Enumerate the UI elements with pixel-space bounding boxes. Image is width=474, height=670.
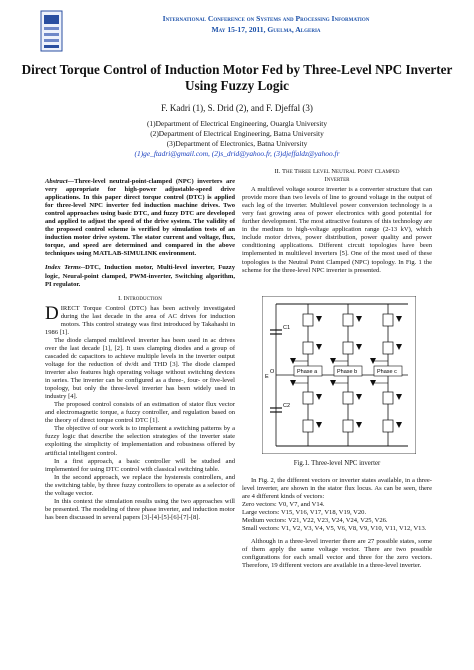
index-terms-label: Index Terms — [45, 264, 81, 272]
vector-list-item: Zero vectors: V0, V7, and V14. — [242, 501, 325, 509]
igbt-switch — [343, 342, 353, 354]
igbt-switch — [383, 392, 393, 404]
igbt-switch — [303, 392, 313, 404]
right-column-lower — [242, 477, 432, 571]
abstract — [45, 178, 235, 258]
index-terms-text: --DTC, Induction motor, Multi-level inverter, Fuzzy logic, Neural-point clamped, PWM-inverter, Switching algorithm, PI regulator. — [45, 264, 235, 288]
states-count-paragraph: Although in a three-level inverter there are 27 possible states, some of them apply the same voltage vector. There are two possible configurations for each small vector and three for the zero vectors. Therefore, 19 different vectors are available in a three-level inverter. — [242, 538, 432, 570]
drop-cap: D — [45, 302, 59, 324]
left-column — [45, 178, 235, 522]
vector-list-item: Medium vectors: V21, V22, V23, V24, V24, V25, V26. — [242, 517, 388, 525]
intro-paragraph-6: In the second approach, we replace the hysteresis controllers, and the switching table, by three fuzzy controllers to operate as a selector of the voltage vector. — [45, 473, 235, 497]
affiliation-2: (2)Department of Electrical Engineering, Batna University — [150, 129, 324, 138]
igbt-switch — [303, 314, 313, 326]
dc-source-label: E — [265, 374, 269, 380]
vector-list-item: Small vectors: V1, V2, V3, V4, V5, V6, V8, V9, V10, V11, V12, V13. — [242, 525, 427, 533]
igbt-switch — [343, 314, 353, 326]
cap-label-c1: C1 — [283, 325, 291, 331]
conference-header — [66, 13, 466, 35]
intro-paragraph-4: The objective of our work is to implement a switching patterns by a fuzzy logic that describe the selection strategies of the inverter state exploiting the simplicity of implementation and robustness offered by artificial intelligent control. — [45, 425, 235, 457]
figure-npc-inverter — [262, 296, 416, 454]
author-emails[interactable]: (1)ge_ftadri@gmail.com, (2)s_drid@yahoo.fr, (3)djeffaldz@yahoo.fr — [134, 149, 340, 158]
intro-paragraph-7: In this context the simulation results using the two approaches will be presented. The modeling of three phase inverter, and induction motor has been discussed in several papers [3]-[4]-[5]-[6]-[7]-[8]. — [45, 497, 235, 521]
vector-list — [242, 501, 432, 533]
conference-name: International Conference on Systems and Processing Information — [162, 14, 370, 23]
intro-paragraph-5: In a first approach, a basic controller will be studied and implemented for using DTC control with classical switching table. — [45, 457, 235, 473]
phase-label: Phase c — [377, 369, 397, 375]
neutral-node-label: O — [270, 369, 275, 375]
section-heading-npc-line2: Inverter — [324, 176, 350, 184]
paper-title: Direct Torque Control of Induction Motor Fed by Three-Level NPC Inverter Using Fuzzy Logic — [21, 62, 453, 93]
authors: F. Kadri (1), S. Drid (2), and F. Djeffal (3) — [161, 103, 313, 113]
section-heading-npc — [242, 168, 432, 184]
intro-paragraph-2: The diode clamped multilevel inverter has been used in ac drives over the last decade [1], [2]. It uses clamping diodes and a group of cascaded dc capacitors to achieve multiple levels in the inverter output voltage for the reduction of dv/dt and THD [3]. The diode clamped inverter also features high operating voltage without switching devices in series. The inverter can be configured as a three-, four- or five-level topology, but only the three-level inverter has been widely used in industry [4]. — [45, 336, 235, 401]
abstract-label: Abstract— — [45, 178, 75, 185]
intro-paragraph-1 — [45, 302, 235, 337]
cap-label-c2: C2 — [283, 403, 291, 409]
igbt-switch — [383, 420, 393, 432]
conference-date-place: May 15-17, 2011, Guelma, Algeria — [211, 25, 321, 34]
intro-paragraph-3: The proposed control consists of an estimation of stator flux vector and electromagnetic torque, a fuzzy controller, and regulation based on the theory of direct torque control DTC [1]. — [45, 401, 235, 425]
affiliation-3: (3)Department of Electronics, Batna University — [166, 139, 308, 148]
affiliations — [60, 119, 414, 159]
index-terms — [45, 264, 235, 288]
vector-list-item: Large vectors: V15, V16, V17, V18, V19, V20. — [242, 509, 367, 517]
section-heading-npc-line1: II. The Three Level Neutral Point Clamped — [274, 168, 400, 175]
intro-paragraph-1-text: IRECT Torque Control (DTC) has been actively investigated during the last decade in the area of AC drives for induction motors. This control strategy was first introduced by Takahashi in 1986 [1]. — [45, 304, 235, 336]
affiliation-1: (1)Department of Electrical Engineering, Ouargla University — [146, 119, 328, 128]
igbt-switch — [383, 314, 393, 326]
abstract-text: Three-level neutral-point-clamped (NPC) inverters are very appropriate for high-power adjustable-speed drive applications. In this paper direct torque control (DTC) is applied for three-level NPC inverter fed induction machine drives. Two control approaches using basic DTC, and fuzzy DTC are developed and applied to adjust the speed of the drive system. The validity of the proposed control scheme is verified by simulation tests of an induction motor drive system. The stator current and voltage, flux, torque, and speed are determined and compared in the above techniques using MATLAB-SIMULINK environment. — [45, 178, 235, 258]
igbt-switch — [383, 342, 393, 354]
conference-logo — [40, 10, 63, 52]
igbt-switch — [343, 420, 353, 432]
states-paragraph: In Fig. 2, the different vectors or inverter states available, in a three-level inverter, are shown in the stator flux locus. As can be seen, there are 4 different kinds of vectors: — [242, 477, 432, 501]
igbt-switch — [303, 342, 313, 354]
npc-paragraph-1: A multilevel voltage source inverter is a converter structure that can provide more than two levels of line to ground voltage in the output of each leg of the inverter. Multilevel power conversion technology is a very fast growing area of power electronics with good potential for further development. The most attractive features of this technology are in the medium to high-voltage application range (2-13 kV), which include motor drives, power distribution, power quality and power conditioning applications. Different circuit topologies have been implemented in multilevel inverters [5]. One of the most used of these topologies is the Neutral Point Clamped (NPC) topology. In Fig. 1 the scheme for the three-level NPC inverter is presented. — [242, 186, 432, 274]
section-heading-introduction: I. Introduction — [118, 294, 162, 302]
figure-1-caption: Fig.1. Three-level NPC inverter — [293, 460, 381, 467]
phase-label: Phase b — [337, 369, 358, 375]
igbt-switch — [343, 392, 353, 404]
right-column — [242, 168, 432, 275]
phase-label: Phase a — [297, 369, 318, 375]
igbt-switch — [303, 420, 313, 432]
